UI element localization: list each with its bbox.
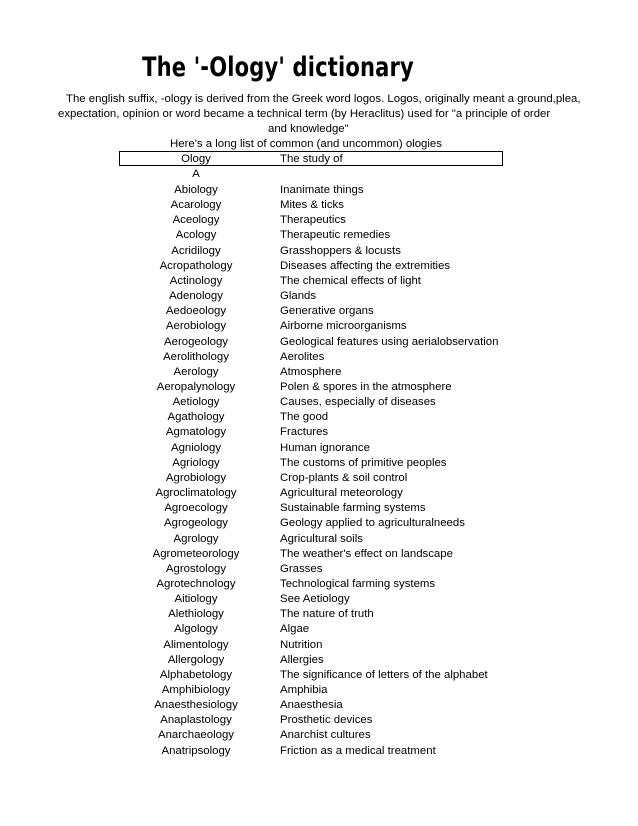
ology-term: Agroclimatology (155, 487, 237, 499)
ology-term: Anarchaeology (158, 729, 234, 742)
ology-meaning: Glands (280, 290, 317, 303)
ology-meaning: Algae (280, 623, 310, 636)
ology-meaning: Technological farming systems (280, 577, 436, 590)
ology-meaning: Grasshoppers & locusts (280, 244, 401, 257)
ology-meaning: Anarchist cultures (280, 729, 371, 742)
ology-term: Agathology (167, 411, 225, 424)
ology-term: Agroecology (164, 502, 228, 515)
ology-term: Agrogeology (164, 517, 228, 530)
ology-meaning: Polen & spores in the atmosphere (280, 381, 452, 393)
intro-line: and knowledge" (268, 123, 349, 135)
ology-meaning: Friction as a medical treatment (280, 744, 436, 757)
ology-term: Agmatology (165, 426, 227, 439)
ology-term: Aerology (173, 365, 219, 378)
ology-meaning: Allergies (280, 653, 324, 666)
ology-term: Aceology (172, 214, 220, 227)
ology-term: Anaplastology (160, 714, 232, 727)
ology-meaning: Geological features using aerialobservation (280, 335, 499, 348)
ology-meaning: The weather's effect on landscape (280, 547, 453, 560)
ology-meaning: Fractures (280, 426, 329, 439)
ology-term: Agrobiology (165, 471, 227, 484)
ology-term: Aetiology (172, 396, 220, 409)
ology-meaning: Mites & ticks (280, 199, 344, 212)
ology-term: Anaesthesiology (154, 699, 238, 712)
ology-meaning: Amphibia (280, 684, 328, 696)
ology-term: Acropathology (159, 259, 233, 272)
page-title: The '-Ology' dictionary (142, 52, 414, 83)
ology-term: Agrostology (165, 562, 227, 575)
ology-term: Anatripsology (161, 744, 231, 757)
ology-meaning: Diseases affecting the extremities (280, 259, 451, 272)
ology-term: Acarology (170, 199, 222, 212)
header-study-of: The study of (280, 153, 343, 165)
ology-meaning: Agricultural meteorology (280, 487, 403, 499)
ology-meaning: Nutrition (280, 638, 323, 651)
ology-meaning: Causes, especially of diseases (280, 396, 436, 409)
section-letter: A (192, 168, 200, 180)
ology-meaning: See Aetiology (280, 593, 350, 605)
ology-meaning: The significance of letters of the alphabet (280, 668, 488, 681)
ology-term: Abiology (174, 184, 218, 196)
ology-meaning: The customs of primitive peoples (280, 456, 447, 469)
ology-term: Agrometeorology (152, 547, 240, 560)
ology-meaning: Agricultural soils (280, 532, 363, 545)
ology-term: Acology (175, 229, 217, 242)
ology-meaning: Inanimate things (280, 184, 364, 196)
ology-term: Allergology (167, 653, 225, 666)
ology-meaning: The nature of truth (280, 608, 374, 621)
ology-term: Aedoeology (165, 305, 227, 318)
ology-meaning: Aerolites (280, 350, 325, 363)
intro-line: The english suffix, -ology is derived from the Greek word logos. Logos, originally meant a ground,plea, (66, 93, 581, 105)
ology-meaning: The good (280, 411, 329, 424)
ology-meaning: Therapeutic remedies (280, 229, 391, 242)
ology-meaning: Crop-plants & soil control (280, 471, 408, 484)
ology-meaning: Geology applied to agriculturalneeds (280, 517, 465, 530)
ology-meaning: Sustainable farming systems (280, 502, 426, 515)
ology-term: Aitiology (174, 593, 218, 605)
ology-term: Actinology (169, 274, 223, 287)
ology-meaning: Human ignorance (280, 441, 370, 454)
ology-term: Aeropalynology (156, 381, 236, 393)
intro-line: expectation, opinion or word became a technical term (by Heraclitus) used for "a principle of order (58, 108, 551, 120)
ology-meaning: Therapeutics (280, 214, 346, 227)
ology-term: Agniology (170, 441, 222, 454)
ology-term: Alimentology (163, 638, 229, 651)
ology-meaning: Generative organs (280, 305, 374, 318)
ology-term: Adenology (169, 290, 223, 303)
ology-term: Agriology (172, 456, 220, 469)
ology-meaning: The chemical effects of light (280, 274, 421, 287)
ology-meaning: Grasses (280, 562, 323, 575)
ology-term: Aerolithology (163, 350, 229, 363)
ology-meaning: Prosthetic devices (280, 714, 373, 727)
ology-term: Aerogeology (164, 335, 228, 348)
header-ology: Ology (181, 153, 211, 165)
ology-term: Alethiology (168, 608, 224, 621)
ology-term: Amphibiology (161, 684, 231, 696)
ology-term: Alphabetology (159, 668, 233, 681)
ology-meaning: Anaesthesia (280, 699, 343, 712)
list-subtitle: Here's a long list of common (and uncommon) ologies (170, 138, 442, 150)
ology-term: Algology (174, 623, 218, 636)
ology-term: Acridilogy (171, 244, 221, 257)
ology-term: Aerobiology (165, 320, 227, 333)
ology-term: Agrology (173, 532, 219, 545)
ology-meaning: Airborne microorganisms (280, 320, 407, 333)
ology-term: Agrotechnology (156, 577, 236, 590)
ology-meaning: Atmosphere (280, 365, 342, 378)
